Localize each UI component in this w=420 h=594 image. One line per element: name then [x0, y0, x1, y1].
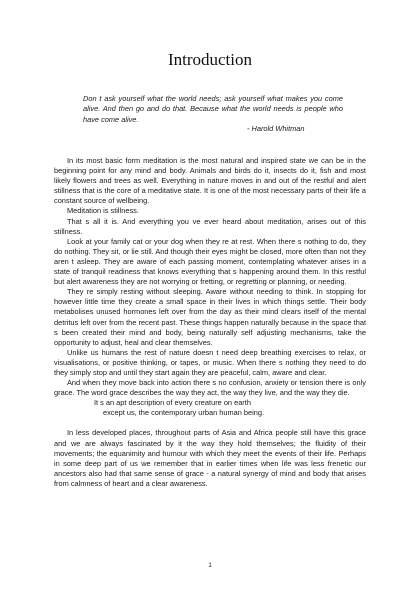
paragraph: Unlike us humans the rest of nature doesn t need deep breathing exercises to relax, or visualisations, or positive thinking, or tapes, or music. When there s nothing they need to do they simply stop and until they start again they are peaceful, calm, aware and clear.	[54, 347, 366, 377]
quote-text: Don t ask yourself what the world needs; ask yourself what makes you come alive. And then go and do that. Because what the world needs is people who have come alive.	[83, 94, 343, 124]
epigraph-quote	[83, 94, 343, 125]
page-number: 1	[208, 562, 212, 569]
paragraph: They re simply resting without sleeping. Aware without needing to think. In stopping for however little time they create a small space in their lives in which things settle. Their body metabolises unused hormones left over from the day as their mind clears itself of the mental detritus left over from the recent past. These things happen naturally because in the space that s been created their mind and body, being naturally self adjusting mechanisms, take the opportunity to adjust, heal and clear themselves.	[54, 287, 366, 347]
poem-line: It s an apt description of every creature on earth	[94, 398, 251, 408]
quote-attribution: - Harold Whitman	[247, 124, 305, 133]
paragraph: Meditation is stillness.	[67, 206, 139, 216]
paragraph: Look at your family cat or your dog when they re at rest. When there s nothing to do, they do nothing. They sit, or lie still. And though their eyes might be closed, more often than not they aren t asleep. They are aware of each passing moment, contemplating whatever arises in a state of tranquil readiness that knows everything that s happening around them. In this restful but alert awareness they are not worrying or fretting, or regretting or planning, or needing.	[54, 236, 366, 287]
body-text	[54, 156, 366, 489]
paragraph: And when they move back into action there s no confusion, anxiety or tension there is only grace. The word grace describes the way they act, the way they live, and the way they die.	[54, 378, 366, 398]
page-title: Introduction	[167, 50, 253, 69]
paragraph: That s all it is. And everything you ve ever heard about meditation, arises out of this stillness.	[54, 216, 366, 236]
paragraph: In its most basic form meditation is the most natural and inspired state we can be in the beginning point for any mind and body. Animals and birds do it, insects do it, fish and most likely flowers and trees as well. Everything in nature moves in and out of the restful and alert stillness that is the core of a meditative state. It is one of the most necessary parts of their life a constant source of wellbeing.	[54, 156, 366, 206]
poem-line: except us, the contemporary urban human being.	[103, 408, 265, 418]
closing-paragraph: In less developed places, throughout parts of Asia and Africa people still have this grace and we are always fascinated by it the way they hold themselves; the fluidity of their movements; the equanimity and humour with which they meet the events of their life. Perhaps in some deep part of us we remember that in earlier times when life was less frenetic our ancestors also had that same sense of grace - a natural synergy of mind and body that arises from calmness of heart and a clear awareness.	[54, 428, 366, 488]
